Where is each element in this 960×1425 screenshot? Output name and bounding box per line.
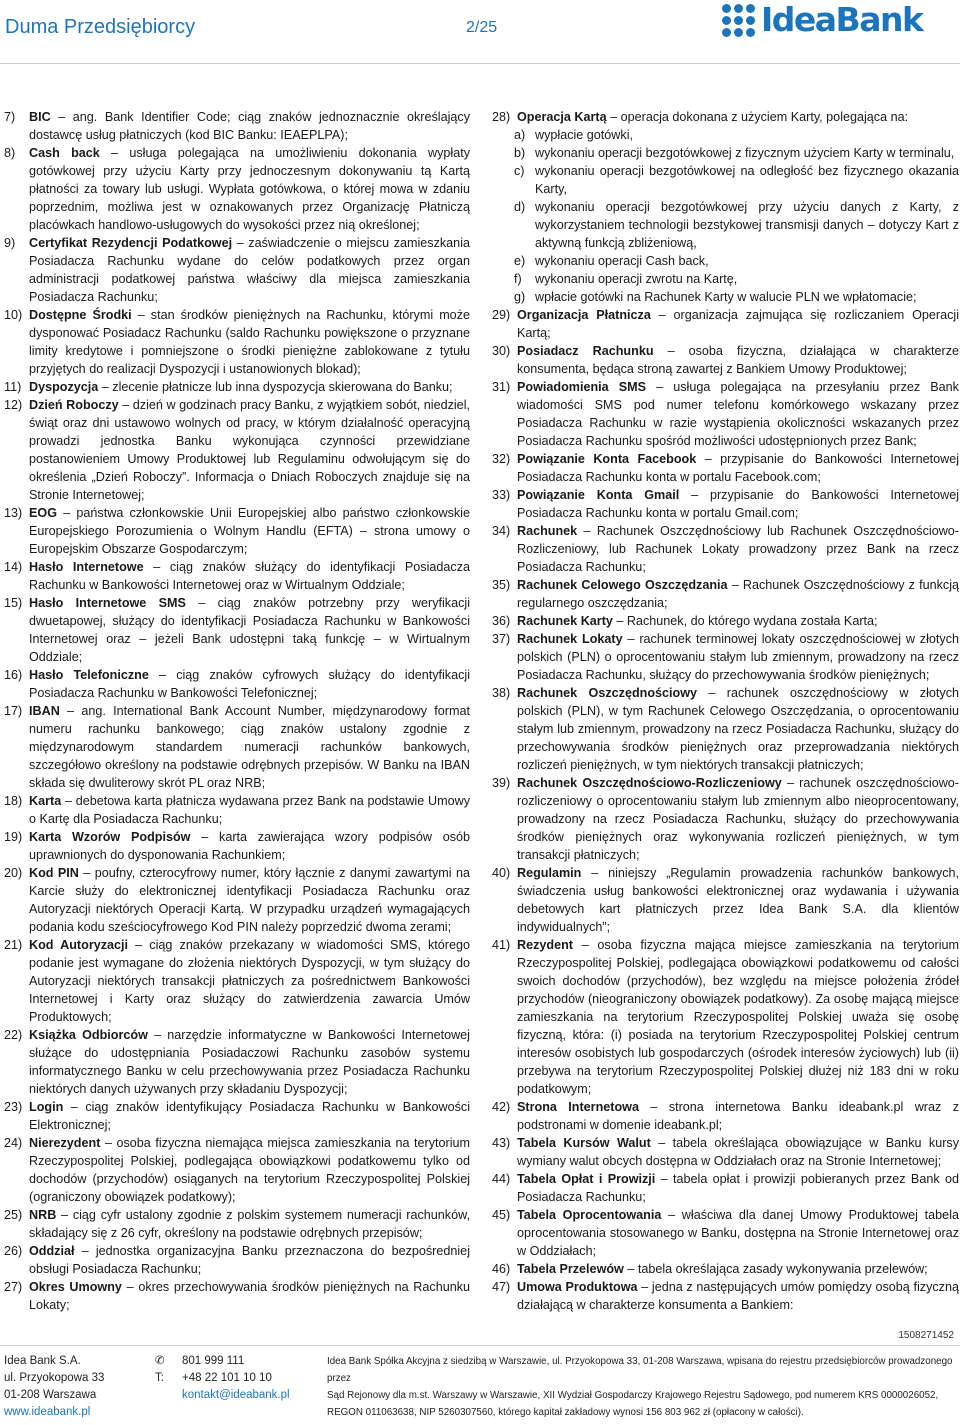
definition-item	[492, 1278, 959, 1314]
subitem-text: wykonaniu operacji Cash back,	[535, 254, 709, 268]
item-number: 36)	[492, 614, 511, 628]
footer-legal-line: REGON 011063638, NIP 5260307560, którego kapitał zakładowy wynosi 156 803 962 zł (opłacony w całości).	[327, 1407, 804, 1418]
item-text: – tabela opłat i prowizji pobieranych przez Bank od Posiadacza Rachunku;	[517, 1172, 959, 1204]
definition-item	[492, 486, 959, 522]
definition-subitem	[492, 198, 959, 252]
subitem-letter: f)	[514, 272, 522, 286]
item-term: NRB	[29, 1208, 57, 1222]
definition-item	[492, 306, 959, 342]
item-text: – Rachunek Oszczędnościowy z funkcją regularnego oszczędzania;	[517, 578, 959, 610]
item-text: – stan środków pieniężnych na Rachunku, którymi może dysponować Posiadacz Rachunku (saldo Rachunku powiększone o przyznane limity kredytowe i pomniejszone o środki pieniężne zablokowane z tytułu przyjętych do realizacji Dyspozycji i ustanowionych blokad);	[29, 308, 470, 376]
header-divider	[0, 63, 960, 64]
item-term: Kod Autoryzacji	[29, 938, 129, 952]
item-number: 25)	[4, 1208, 23, 1222]
definition-item	[4, 792, 470, 828]
definition-item	[492, 864, 959, 936]
definitions-column-left	[4, 108, 470, 1314]
item-term: Tabela Kursów Walut	[517, 1136, 651, 1150]
item-number: 17)	[4, 704, 23, 718]
item-text: – jedna z następujących umów pomiędzy osobą fizyczną działającą w charakterze konsumenta a Bankiem:	[517, 1280, 959, 1312]
item-number: 38)	[492, 686, 511, 700]
definition-item	[4, 1134, 470, 1206]
item-number: 16)	[4, 668, 23, 682]
definition-item	[492, 108, 959, 126]
item-text: – ciąg znaków cyfrowych służący do identyfikacji Posiadacza Rachunku w Bankowości Telefonicznej;	[29, 668, 470, 700]
item-term: Powiązanie Konta Gmail	[517, 488, 680, 502]
definition-item	[4, 558, 470, 594]
item-term: Regulamin	[517, 866, 582, 880]
item-text: – ang. Bank Identifier Code; ciąg znaków jednoznacznie określający dostawcę usług płatniczych (kod BIC Banku: IEAEPLPA);	[29, 110, 470, 142]
logo-text: IdeaBank	[761, 0, 923, 39]
item-number: 28)	[492, 110, 511, 124]
definition-item	[492, 1098, 959, 1134]
item-text: – Rachunek Oszczędnościowy lub Rachunek Oszczędnościowo-Rozliczeniowy, lub Rachunek Lokaty prowadzony przez Bank na rzecz Posiadacza Rachunku;	[517, 524, 959, 574]
item-term: Login	[29, 1100, 64, 1114]
item-number: 40)	[492, 866, 511, 880]
item-number: 45)	[492, 1208, 511, 1222]
item-term: Rachunek Karty	[517, 614, 613, 628]
footer-company: Idea Bank S.A.	[4, 1355, 81, 1367]
definition-item	[492, 612, 959, 630]
item-term: Rezydent	[517, 938, 573, 952]
item-number: 32)	[492, 452, 511, 466]
item-text: – strona internetowa Banku ideabank.pl wraz z podstronami w domenie ideabank.pl;	[517, 1100, 960, 1132]
item-term: Powiadomienia SMS	[517, 380, 647, 394]
item-text: – okres przechowywania środków pieniężnych na Rachunku Lokaty;	[29, 1280, 471, 1312]
subitem-text: wykonaniu operacji bezgotówkowej z fizycznym użyciem Karty w terminalu,	[535, 146, 955, 160]
item-number: 18)	[4, 794, 23, 808]
definition-item	[492, 1134, 959, 1170]
item-number: 27)	[4, 1280, 23, 1294]
definition-item	[4, 828, 470, 864]
item-term: Powiązanie Konta Facebook	[517, 452, 697, 466]
definition-item	[492, 342, 959, 378]
definition-subitem	[492, 270, 959, 288]
item-term: Strona Internetowa	[517, 1100, 639, 1114]
item-text: – niniejszy „Regulamin prowadzenia rachunków bankowych, świadczenia usług bankowości elektronicznej oraz wydawania i używania debetowych kart płatniczych przez Idea Bank S.A. dla klientów indywidualnych”;	[517, 866, 959, 934]
item-number: 11)	[4, 380, 22, 394]
idea-bank-logo	[722, 2, 922, 38]
item-number: 30)	[492, 344, 511, 358]
definition-item	[4, 1026, 470, 1098]
item-text: – debetowa karta płatnicza wydawana przez Bank na podstawie Umowy o Kartę dla Posiadacza Rachunku;	[29, 794, 470, 826]
item-number: 8)	[4, 146, 16, 160]
item-term: Tabela Opłat i Prowizji	[517, 1172, 656, 1186]
item-text: – rachunek oszczędnościowy w złotych polskich (PLN), w tym Rachunek Celowego Oszczędzania, o oprocentowaniu stałym lub zmiennym, prowadzony na rzecz Posiadacza Rachunku, służący do przechowywania środków pieniężnych oraz przeprowadzania niektórych rozliczeń pieniężnych, w tym niektórych transakcji płatniczych;	[517, 686, 960, 772]
definition-subitem	[492, 144, 959, 162]
item-text: – przypisanie do Bankowości Internetowej Posiadacza Rachunku konta w portalu Facebook.com;	[517, 452, 959, 484]
subitem-text: wpłacie gotówki na Rachunek Karty w walucie PLN we wpłatomacie;	[535, 290, 917, 304]
item-text: – ang. International Bank Account Number, międzynarodowy format numeru rachunku bankowego; ciąg znaków ustalony zgodnie z międzynarodowym standardem numeracji rachunków bankowych, szczegółowo określony na podstawie odrębnych przepisów. W Banku na IBAN składa się dwuliterowy skrót PL oraz NRB;	[29, 704, 470, 790]
subitem-text: wykonaniu operacji zwrotu na Kartę,	[535, 272, 738, 286]
item-term: Rachunek	[517, 524, 578, 538]
definition-item	[4, 666, 470, 702]
item-term: IBAN	[29, 704, 60, 718]
definition-item	[492, 774, 959, 864]
definition-item	[4, 594, 470, 666]
item-number: 31)	[492, 380, 511, 394]
definition-item	[4, 378, 470, 396]
subitem-letter: a)	[514, 128, 526, 142]
item-number: 13)	[4, 506, 23, 520]
item-number: 7)	[4, 110, 16, 124]
item-text: – jednostka organizacyjna Banku przeznaczona do bezpośredniej obsługi Posiadacza Rachunku;	[29, 1244, 470, 1276]
item-text: – organizacja zajmująca się rozliczaniem Operacji Kartą;	[517, 308, 959, 340]
definition-item	[492, 684, 959, 774]
definition-item	[4, 702, 470, 792]
item-text: – usługa polegająca na umożliwieniu dokonania wypłaty gotówkowej przy użyciu Karty przy jednoczesnym dokonywaniu tą Kartą płatności za towary lub usługi. Wypłata gotówkowa, o której mowa w zdaniu poprzednim, możliwa jest w oznakowanych przez Organizację Płatniczą placówkach handlowo-usługowych do wysokości przez nią określonej;	[29, 146, 470, 232]
phone-icon: ✆	[155, 1355, 165, 1367]
definition-item	[492, 1170, 959, 1206]
item-number: 34)	[492, 524, 511, 538]
item-text: – właściwa dla danej Umowy Produktowej tabela oprocentowania stosowanego w Banku, dostępna na Stronie Internetowej oraz w Oddziałach;	[517, 1208, 959, 1258]
definition-subitem	[492, 252, 959, 270]
item-number: 21)	[4, 938, 23, 952]
item-term: Okres Umowny	[29, 1280, 122, 1294]
item-term: Tabela Przelewów	[517, 1262, 624, 1276]
item-text: – tabela określająca zasady wykonywania przelewów;	[623, 1262, 928, 1276]
item-term: Dostępne Środki	[29, 308, 132, 322]
logo-dots-icon	[722, 4, 755, 37]
item-number: 42)	[492, 1100, 511, 1114]
item-text: – ciąg znaków identyfikujący Posiadacza Rachunku w Bankowości Elektronicznej;	[29, 1100, 470, 1132]
page-number: 2/25	[466, 19, 498, 36]
definition-subitem	[492, 288, 959, 306]
item-number: 47)	[492, 1280, 511, 1294]
footer-email-link[interactable]: kontakt@ideabank.pl	[182, 1389, 290, 1401]
definition-item	[4, 504, 470, 558]
definition-item	[492, 450, 959, 486]
item-term: Karta	[29, 794, 62, 808]
item-term: Tabela Oprocentowania	[517, 1208, 662, 1222]
footer-legal-line: Sąd Rejonowy dla m.st. Warszawy w Warszawie, XII Wydział Gospodarczy Krajowego Rejestru Sądowego, pod numerem KRS 0000026052,	[327, 1390, 939, 1401]
item-number: 44)	[492, 1172, 511, 1186]
subitem-text: wykonaniu operacji bezgotówkowej na odległość bez fizycznego okazania Karty,	[535, 164, 959, 196]
subitem-letter: d)	[514, 200, 526, 214]
subitem-letter: g)	[514, 290, 526, 304]
definition-item	[492, 378, 959, 450]
item-text: – ciąg znaków potrzebny przy weryfikacji dwuetapowej, służący do identyfikacji Posiadacza Rachunku w Bankowości Internetowej oraz – jeżeli Bank udostępni taką funkcję – w Wirtualnym Oddziale;	[29, 596, 470, 664]
item-number: 43)	[492, 1136, 511, 1150]
item-number: 24)	[4, 1136, 23, 1150]
item-text: – ciąg znaków służący do identyfikacji Posiadacza Rachunku w Bankowości Internetowej oraz w Wirtualnym Oddziale;	[29, 560, 471, 592]
item-text: – tabela określająca obowiązujące w Banku kursy wymiany walut obcych dostępna w Oddziałach oraz na Stronie Internetowej;	[517, 1136, 960, 1168]
item-text: – narzędzie informatyczne w Bankowości Internetowej służące do udostępniania Posiadaczowi Rachunku zasobów systemu informatycznego Banku w celu przechowywania przez Posiadacza Rachunku niektórych danych używanych przy składaniu Dyspozycji;	[29, 1028, 470, 1096]
item-term: Nierezydent	[29, 1136, 101, 1150]
item-term: Oddział	[29, 1244, 75, 1258]
item-number: 39)	[492, 776, 511, 790]
item-term: Umowa Produktowa	[517, 1280, 638, 1294]
subitem-letter: e)	[514, 254, 526, 268]
definition-item	[492, 522, 959, 576]
item-term: EOG	[29, 506, 57, 520]
definition-item	[4, 1098, 470, 1134]
item-text: – przypisanie do Bankowości Internetowej Posiadacza Rachunku konta w portalu Gmail.com;	[517, 488, 960, 520]
item-term: Hasło Internetowe SMS	[29, 596, 186, 610]
definition-item	[4, 1242, 470, 1278]
footer-address	[4, 1353, 149, 1421]
footer-street: ul. Przyokopowa 33	[4, 1372, 105, 1384]
item-text: – rachunek oszczędnościowo-rozliczeniowy o oprocentowaniu stałym lub zmiennym albo nieoprocentowany, prowadzony na rzecz Posiadacza Rachunku, służący do przechowywania środków pieniężnych oraz wykonywania rozliczeń pieniężnych, w tym transakcji płatniczych;	[517, 776, 959, 862]
footer-legal	[327, 1353, 957, 1421]
item-number: 14)	[4, 560, 23, 574]
item-number: 9)	[4, 236, 16, 250]
subitem-letter: b)	[514, 146, 526, 160]
definition-item	[4, 1206, 470, 1242]
definition-item	[492, 1260, 959, 1278]
item-number: 37)	[492, 632, 511, 646]
page-header	[0, 0, 960, 60]
item-term: Certyfikat Rezydencji Podatkowej	[29, 236, 233, 250]
item-text: – usługa polegająca na przesyłaniu przez Bank wiadomości SMS pod numer telefonu komórkowego wskazany przez Posiadacza Rachunku w razie wystąpienia okoliczności wskazanych przez Posiadacza Rachunku spośród możliwości udostępnionych przez Bank;	[517, 380, 959, 448]
item-number: 23)	[4, 1100, 23, 1114]
item-term: Karta Wzorów Podpisów	[29, 830, 191, 844]
definition-item	[4, 234, 470, 306]
item-term: Posiadacz Rachunku	[517, 344, 654, 358]
item-number: 46)	[492, 1262, 511, 1276]
item-number: 15)	[4, 596, 23, 610]
item-text: – zaświadczenie o miejscu zamieszkania Posiadacza Rachunku wydane do celów podatkowych przez organ administracji podatkowej państwa właściwy dla miejsca zamieszkania Posiadacza Rachunku;	[29, 236, 470, 304]
footer-divider	[0, 1345, 960, 1346]
footer-website-link[interactable]: www.ideabank.pl	[4, 1406, 91, 1418]
item-text: – osoba fizyczna mająca miejsce zamieszkania na terytorium Rzeczypospolitej Polskiej, podlegająca obowiązkowi podatkowemu od całości swoich dochodów (przychodów), bez względu na miejsce położenia źródeł przychodów (nieograniczony obowiązek podatkowy). Za osobę mającą miejsce zamieszkania na terytorium Rzeczypospolitej Polskiej uważa się osobę fizyczną, która: (i) posiada na terytorium Rzeczypospolitej Polskiej centrum interesów osobistych lub gospodarczych (ośrodek interesów życiowych) lub (ii) przebywa na terytorium Rzeczypospolitej Polskiej dłużej niż 183 dni w roku podatkowym;	[517, 938, 959, 1096]
item-term: Rachunek Lokaty	[517, 632, 623, 646]
item-number: 20)	[4, 866, 23, 880]
definition-item	[492, 630, 959, 684]
footer-tel: +48 22 101 10 10	[182, 1372, 272, 1384]
subitem-text: wykonaniu operacji bezgotówkowej przy użyciu danych z Karty, z wykorzystaniem technologii bezstykowej transmisji danych – dotyczy Kart z aktywną funkcją zbliżeniową,	[535, 200, 959, 250]
subitem-text: wypłacie gotówki,	[535, 128, 633, 142]
item-term: Rachunek Celowego Oszczędzania	[517, 578, 728, 592]
item-text: – osoba fizyczna niemająca miejsca zamieszkania na terytorium Rzeczypospolitej Polskiej, podlegająca obowiązkowi podatkowemu tylko od dochodów (przychodów) osiąganych na terytorium Rzeczypospolitej Polskiej (ograniczony obowiązek podatkowy);	[29, 1136, 470, 1204]
item-term: Kod PIN	[29, 866, 79, 880]
item-number: 22)	[4, 1028, 23, 1042]
definition-item	[492, 1206, 959, 1260]
item-number: 33)	[492, 488, 511, 502]
definition-subitem	[492, 162, 959, 198]
definition-item	[4, 936, 470, 1026]
item-text: – rachunek terminowej lokaty oszczędnościowej w złotych polskich (PLN) o oprocentowaniu stałym lub zmiennym, prowadzony na rzecz Posiadacza Rachunku, służący do przechowywania środków pieniężnych;	[517, 632, 959, 682]
definition-item	[492, 936, 959, 1098]
document-title: Duma Przedsiębiorcy	[5, 16, 196, 38]
subitem-letter: c)	[514, 164, 525, 178]
item-text: – państwa członkowskie Unii Europejskiej albo państwo członkowskie Europejskiego Porozumienia o Wolnym Handlu (EFTA) – strona umowy o Europejskim Obszarze Gospodarczym;	[29, 506, 470, 556]
item-number: 35)	[492, 578, 511, 592]
definition-item	[4, 1278, 470, 1314]
item-number: 26)	[4, 1244, 23, 1258]
item-text: – osoba fizyczna, działająca w charakterze konsumenta, będąca stroną zawartej z Bankiem Umowy Produktowej;	[517, 344, 960, 376]
definition-item	[4, 864, 470, 936]
definition-item	[4, 306, 470, 378]
document-code: 1508271452	[898, 1330, 954, 1341]
item-number: 10)	[4, 308, 23, 322]
item-number: 41)	[492, 938, 511, 952]
item-text: – ciąg cyfr ustalony zgodnie z polskim systemem numeracji rachunków, składający się z 26 cyfr, określony na podstawie odrębnych przepisów;	[29, 1208, 470, 1240]
item-text: – operacja dokonana z użyciem Karty, polegająca na:	[606, 110, 909, 124]
item-term: Hasło Telefoniczne	[29, 668, 149, 682]
footer-contact	[155, 1353, 305, 1404]
item-text: – poufny, czterocyfrowy numer, który łącznie z danymi zawartymi na Karcie służy do elektronicznej identyfikacji Posiadacza Rachunku oraz Autoryzacji niektórych Operacji Kartą. W przypadku urządzeń wymagających podania kodu sześciocyfrowego Kod PIN należy poprzedzić dwoma zerami;	[29, 866, 470, 934]
item-term: Hasło Internetowe	[29, 560, 144, 574]
item-term: Dzień Roboczy	[29, 398, 119, 412]
footer-phone: 801 999 111	[182, 1355, 245, 1367]
item-number: 29)	[492, 308, 511, 322]
item-text: – karta zawierająca wzory podpisów osób uprawnionych do dysponowania Rachunkiem;	[29, 830, 471, 862]
definition-subitem	[492, 126, 959, 144]
item-number: 19)	[4, 830, 23, 844]
footer-tel-label: T:	[155, 1372, 164, 1384]
item-text: – Rachunek, do którego wydana została Karta;	[612, 614, 878, 628]
item-text: – dzień w godzinach pracy Banku, z wyjątkiem sobót, niedziel, świąt oraz dni ustawowo wolnych od pracy, w którym działalność operacyjną prowadzi jednostka Banku wykonująca czynności przewidziane postanowieniem Umowy Produktowej lub Regulaminu odwołującym się do określenia „Dzień Roboczy”. Informacja o Dniach Roboczych znajduje się na Stronie Internetowej;	[29, 398, 470, 502]
definition-item	[4, 144, 470, 234]
footer-city: 01-208 Warszawa	[4, 1389, 97, 1401]
item-term: Rachunek Oszczędnościowo-Rozliczeniowy	[517, 776, 782, 790]
item-text: – zlecenie płatnicze lub inna dyspozycja skierowana do Banku;	[98, 380, 453, 394]
footer-legal-line: Idea Bank Spółka Akcyjna z siedzibą w Warszawie, ul. Przyokopowa 33, 01-208 Warszawa, wpisana do rejestru przedsiębiorców prowadzonego przez	[327, 1356, 953, 1384]
definitions-column-right	[492, 108, 959, 1314]
item-term: Operacja Kartą	[517, 110, 607, 124]
definition-item	[492, 576, 959, 612]
definition-item	[4, 396, 470, 504]
item-term: Dyspozycja	[29, 380, 99, 394]
item-term: Rachunek Oszczędnościowy	[517, 686, 698, 700]
item-number: 12)	[4, 398, 23, 412]
definition-item	[4, 108, 470, 144]
item-text: – ciąg znaków przekazany w wiadomości SMS, którego podanie jest wymagane do złożenia niektórych Dyspozycji, w tym służący do Autoryzacji niektórych transakcji płatniczych za pośrednictwem Bankowości Internetowej i Karty oraz służący do zatwierdzenia zawarcia Umów Produktowych;	[29, 938, 470, 1024]
item-term: BIC	[29, 110, 51, 124]
item-term: Książka Odbiorców	[29, 1028, 148, 1042]
item-term: Organizacja Płatnicza	[517, 308, 651, 322]
item-term: Cash back	[29, 146, 100, 160]
